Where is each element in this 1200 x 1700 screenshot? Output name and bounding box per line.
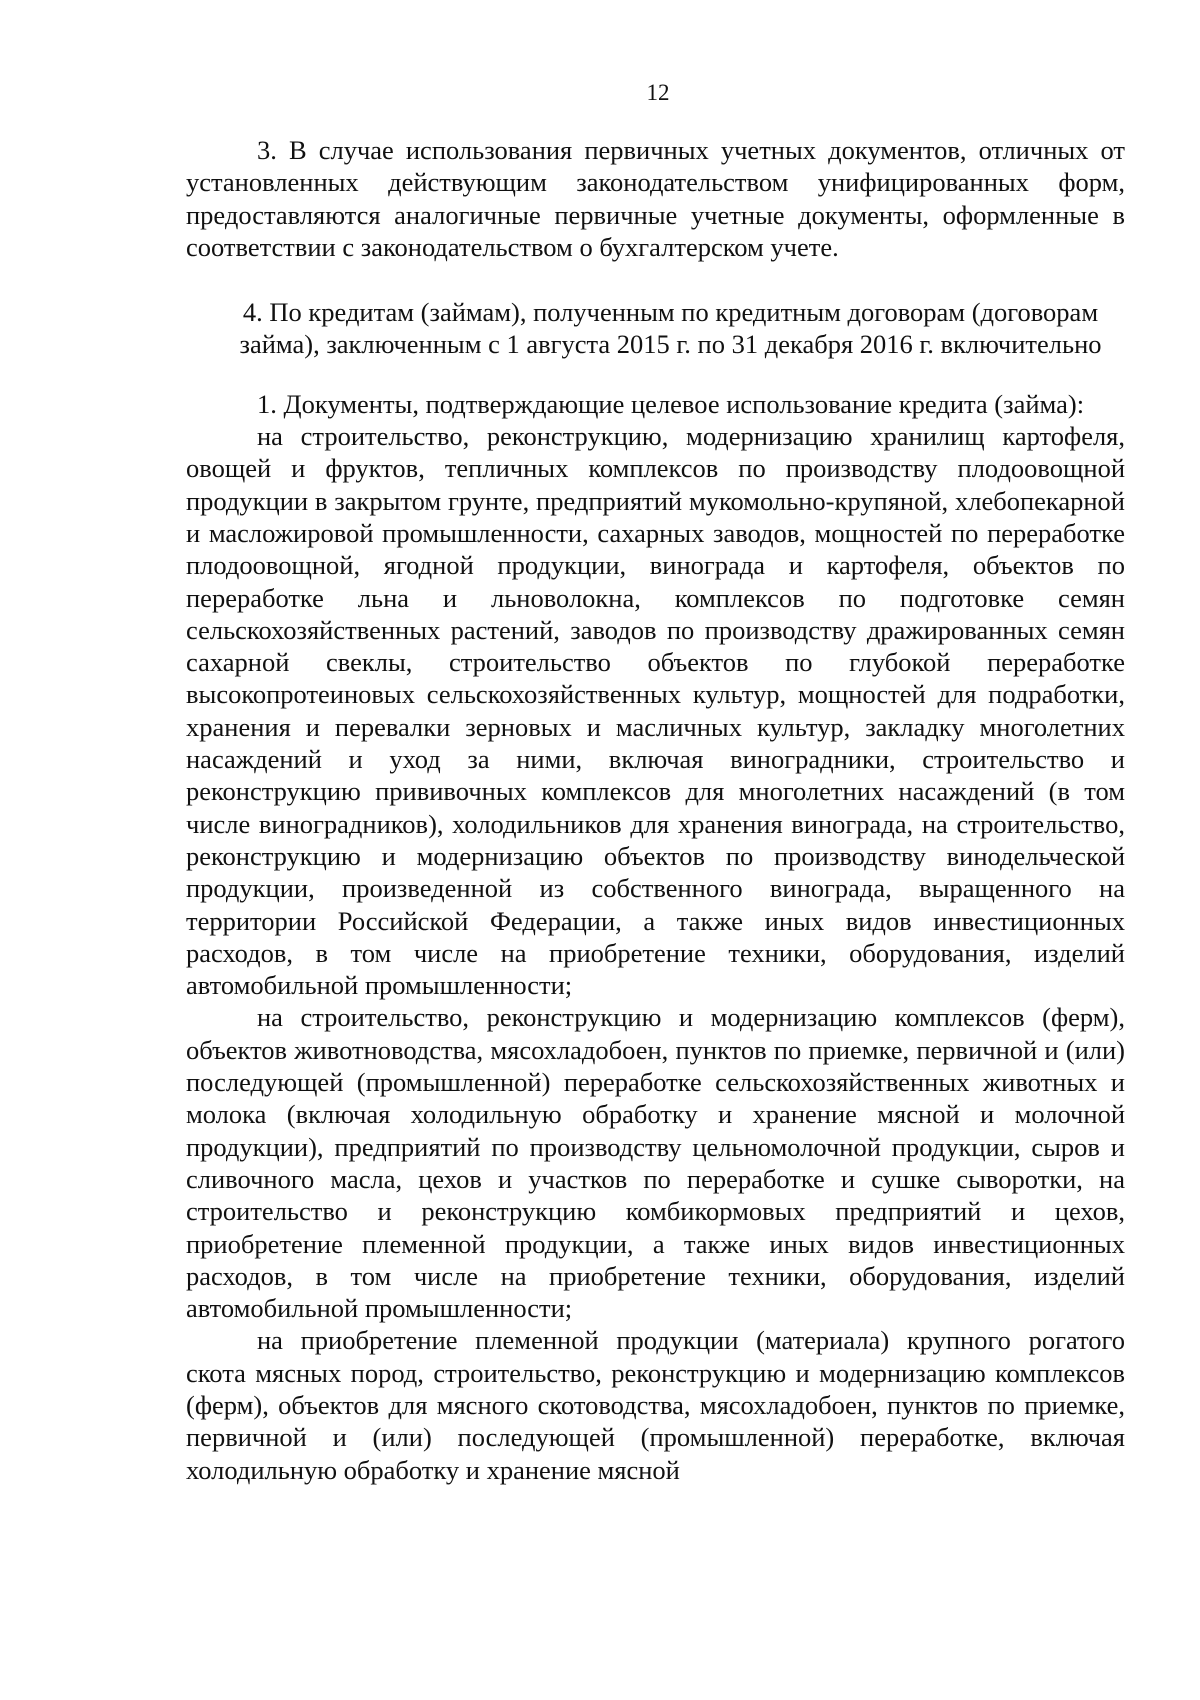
item-1-clause-beef-cattle: на приобретение племенной продукции (материала) крупного рогатого скота мясных пород, строительство, реконструкцию и модернизацию комплексов (ферм), объектов для мясного скотоводства, мясохладобоен, пунктов по приемке, первичной и (или) последующей (промышленной) переработке, включая холодильную обработку и хранение мясной <box>186 1325 1125 1485</box>
spacer <box>186 263 1125 296</box>
document-body <box>186 134 1125 1486</box>
section-4-heading: 4. По кредитам (займам), полученным по кредитным договорам (договорам займа), заключенным с 1 августа 2015 г. по 31 декабря 2016 г. включительно <box>239 297 1102 360</box>
item-1-clause-crops: на строительство, реконструкцию, модернизацию хранилищ картофеля, овощей и фруктов, тепличных комплексов по производству плодоовощной продукции в закрытом грунте, предприятий мукомольно-крупяной, хлебопекарной и масложировой промышленности, сахарных заводов, мощностей по переработке плодоовощной, ягодной продукции, винограда и картофеля, объектов по переработке льна и льноволокна, комплексов по подготовке семян сельскохозяйственных растений, заводов по производству дражированных семян сахарной свеклы, строительство объектов по глубокой переработке высокопротеиновых сельскохозяйственных культур, мощностей для подработки, хранения и перевалки зерновых и масличных культур, закладку многолетних насаждений и уход за ними, включая виноградники, строительство и реконструкцию прививочных комплексов для многолетних насаждений (в том числе виноградников), холодильников для хранения винограда, на строительство, реконструкцию и модернизацию объектов по производству винодельческой продукции, произведенной из собственного винограда, выращенного на территории Российской Федерации, а также иных видов инвестиционных расходов, в том числе на приобретение техники, оборудования, изделий автомобильной промышленности; <box>186 421 1125 1001</box>
item-1-clause-livestock: на строительство, реконструкцию и модернизацию комплексов (ферм), объектов животноводства, мясохладобоен, пунктов по приемке, первичной и (или) последующей (промышленной) переработке сельскохозяйственных животных и молока (включая холодильную обработку и хранение мясной и молочной продукции), предприятий по производству цельномолочной продукции, сыров и сливочного масла, цехов и участков по переработке и сушке сыворотки, на строительство и реконструкцию комбикормовых предприятий и цехов, приобретение племенной продукции, а также иных видов инвестиционных расходов, в том числе на приобретение техники, оборудования, изделий автомобильной промышленности; <box>186 1002 1125 1324</box>
paragraph-3: 3. В случае использования первичных учетных документов, отличных от установленных действующим законодательством унифицированных форм, предоставляются аналогичные первичные учетные документы, оформленные в соответствии с законодательством о бухгалтерском учете. <box>186 135 1125 262</box>
page-number: 12 <box>646 80 670 105</box>
item-1-intro: 1. Документы, подтверждающие целевое использование кредита (займа): <box>257 388 1085 419</box>
spacer <box>186 361 1125 388</box>
